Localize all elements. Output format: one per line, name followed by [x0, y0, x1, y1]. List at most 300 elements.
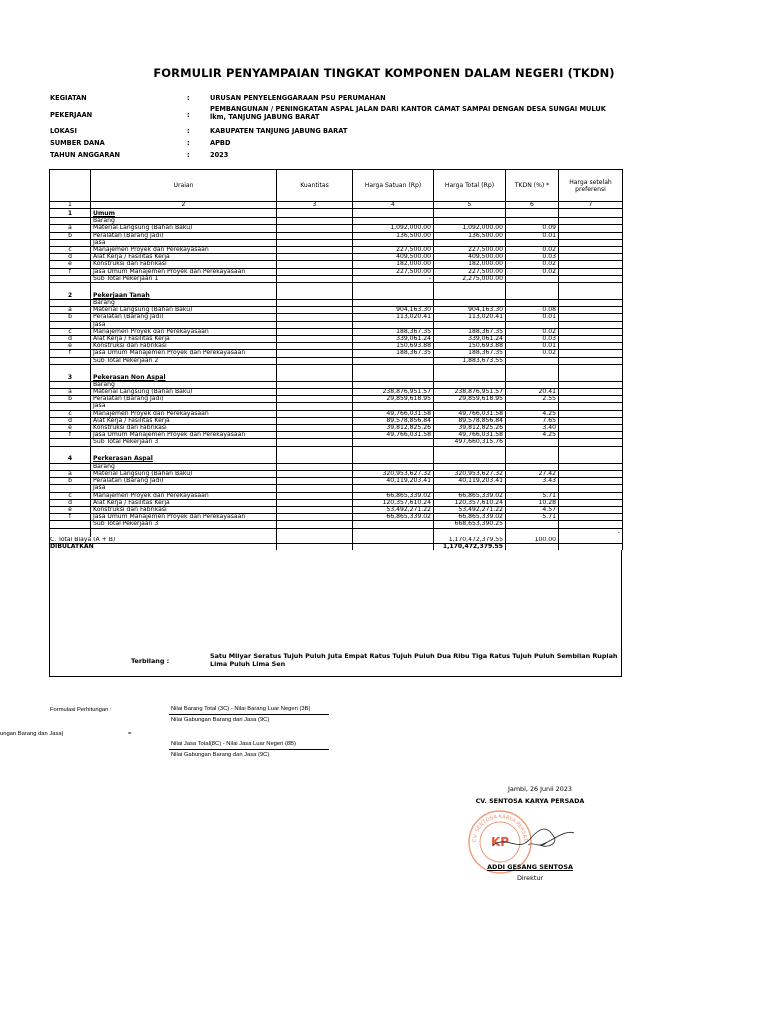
- row-total-price: 339,061.24: [434, 336, 506, 343]
- table-cell: [506, 455, 559, 464]
- row-tkdn: 5.71: [506, 514, 559, 521]
- info-value: APBD: [210, 139, 231, 147]
- table-cell: [353, 446, 434, 455]
- row-code: f: [50, 350, 91, 357]
- table-cell: [506, 275, 559, 282]
- table-row: [50, 300, 623, 307]
- row-tkdn: 0.08: [506, 307, 559, 314]
- row-tkdn: 0.01: [506, 232, 559, 239]
- stamp-text: CV. SENTOSA KARYA PERSAD: [471, 813, 529, 843]
- row-total-price: 182,000.00: [434, 261, 506, 268]
- row-unit-price: [353, 239, 434, 246]
- row-description: Jasa: [91, 321, 277, 328]
- table-cell: [506, 364, 559, 373]
- table-row: [50, 239, 623, 246]
- subtotal-label: Sub Total Pekerjaan 2: [91, 357, 277, 364]
- info-value: 2023: [210, 151, 229, 159]
- row-code: f: [50, 432, 91, 439]
- signature-scribble: [488, 815, 578, 865]
- row-quantity: [277, 261, 353, 268]
- table-cell: [559, 521, 623, 528]
- row-description: Konstruksi dan Fabrikasi: [91, 506, 277, 513]
- table-cell: [277, 283, 353, 292]
- table-cell: [353, 455, 434, 464]
- row-description: Jasa: [91, 485, 277, 492]
- total-tkdn: 100.00: [506, 537, 559, 544]
- row-code: [50, 463, 91, 470]
- table-cell: [91, 283, 277, 292]
- table-cell: [434, 283, 506, 292]
- row-tkdn: [506, 485, 559, 492]
- row-description: Material Langsung (Bahan Baku): [91, 225, 277, 232]
- table-cell: [50, 528, 91, 537]
- subtotal-unit: -: [353, 275, 434, 282]
- row-total-price: 49,766,031.58: [434, 410, 506, 417]
- row-description: Barang: [91, 381, 277, 388]
- table-row: [50, 396, 623, 403]
- row-code: d: [50, 499, 91, 506]
- table-cell: [434, 364, 506, 373]
- row-quantity: [277, 336, 353, 343]
- row-code: a: [50, 389, 91, 396]
- row-description: Jasa Umum Manajemen Proyek dan Perekayasaan: [91, 350, 277, 357]
- row-preference-price: [559, 232, 623, 239]
- table-row: [50, 307, 623, 314]
- row-preference-price: [559, 410, 623, 417]
- row-total-price: 113,020.41: [434, 314, 506, 321]
- table-header-cell: TKDN (%) *: [506, 170, 559, 202]
- row-unit-price: 227,500.00: [353, 247, 434, 254]
- row-quantity: [277, 432, 353, 439]
- table-row: [50, 485, 623, 492]
- table-cell: [353, 291, 434, 300]
- subtotal-value: 1,883,673.55: [434, 357, 506, 364]
- table-row: [50, 381, 623, 388]
- row-quantity: [277, 314, 353, 321]
- subtotal-value: 497,660,315.76: [434, 439, 506, 446]
- info-value: PEMBANGUNAN / PENINGKATAN ASPAL JALAN DARI KANTOR CAMAT SAMPAI DENGAN DESA SUNGAI MULUK lkm, TANJUNG JABUNG BARAT: [210, 105, 606, 121]
- row-unit-price: 39,812,825.26: [353, 425, 434, 432]
- section-title-row: [50, 209, 623, 218]
- row-code: [50, 485, 91, 492]
- table-cell: [506, 528, 559, 537]
- row-code: d: [50, 254, 91, 261]
- row-preference-price: [559, 321, 623, 328]
- row-tkdn: 27.42: [506, 470, 559, 477]
- table-cell: [559, 439, 623, 446]
- row-description: Alat Kerja / Fasilitas Kerja: [91, 417, 277, 424]
- row-unit-price: 89,578,856.84: [353, 417, 434, 424]
- row-total-price: 227,500.00: [434, 247, 506, 254]
- row-total-price: 150,693.88: [434, 343, 506, 350]
- row-code: a: [50, 307, 91, 314]
- row-code: f: [50, 514, 91, 521]
- table-cell: [559, 364, 623, 373]
- table-cell: [559, 446, 623, 455]
- row-preference-price: [559, 417, 623, 424]
- column-number-row: [50, 202, 623, 209]
- table-row: [50, 261, 623, 268]
- table-cell: [559, 537, 623, 544]
- row-quantity: [277, 247, 353, 254]
- row-total-price: [434, 300, 506, 307]
- table-header-cell: Harga Total (Rp): [434, 170, 506, 202]
- row-unit-price: 904,163.30: [353, 307, 434, 314]
- row-preference-price: [559, 300, 623, 307]
- row-unit-price: [353, 485, 434, 492]
- row-code: b: [50, 232, 91, 239]
- table-cell: [50, 357, 91, 364]
- table-cell: [506, 373, 559, 382]
- table-cell: [434, 209, 506, 218]
- table-row: [50, 499, 623, 506]
- table-row: [50, 478, 623, 485]
- row-total-price: 409,500.00: [434, 254, 506, 261]
- section-title: Pekerjaan Tanah: [91, 291, 277, 300]
- row-total-price: 39,812,825.26: [434, 425, 506, 432]
- rounded-value: 1,170,472,379.55: [434, 543, 506, 550]
- row-unit-price: 66,865,339.02: [353, 492, 434, 499]
- row-preference-price: [559, 314, 623, 321]
- row-unit-price: 227,500.00: [353, 268, 434, 275]
- tkdn-table: [49, 169, 623, 550]
- row-quantity: [277, 470, 353, 477]
- subtotal-unit: [353, 521, 434, 528]
- table-row: [50, 247, 623, 254]
- row-total-price: [434, 321, 506, 328]
- row-total-price: [434, 485, 506, 492]
- terbilang-value: Satu Milyar Seratus Tujuh Puluh Juta Empat Ratus Tujuh Puluh Dua Ribu Tiga Ratus Tujuh Puluh Sembilan Rupiah Lima Puluh Lima Sen: [210, 652, 618, 668]
- table-row: [50, 514, 623, 521]
- table-cell: [353, 209, 434, 218]
- section-number: 4: [50, 455, 91, 464]
- row-preference-price: [559, 485, 623, 492]
- row-preference-price: [559, 268, 623, 275]
- table-cell: [353, 528, 434, 537]
- row-preference-price: [559, 225, 623, 232]
- table-row: [50, 225, 623, 232]
- subtotal-value: 668,653,390.25: [434, 521, 506, 528]
- row-code: [50, 300, 91, 307]
- row-code: d: [50, 336, 91, 343]
- row-tkdn: 0.01: [506, 314, 559, 321]
- table-cell: [506, 209, 559, 218]
- row-quantity: [277, 499, 353, 506]
- row-quantity: [277, 254, 353, 261]
- table-row: [50, 463, 623, 470]
- column-number: 1: [50, 202, 91, 209]
- table-row: [50, 403, 623, 410]
- table-cell: [506, 446, 559, 455]
- column-number: 7: [559, 202, 623, 209]
- formula-1-denominator: Nilai Gabungan Barang dan Jasa (9C): [171, 717, 270, 723]
- row-tkdn: 10.28: [506, 499, 559, 506]
- row-total-price: [434, 381, 506, 388]
- dash-mark: -: [559, 528, 623, 537]
- table-cell: [50, 364, 91, 373]
- row-description: Jasa: [91, 403, 277, 410]
- column-number: 3: [277, 202, 353, 209]
- row-tkdn: 3.43: [506, 478, 559, 485]
- table-cell: [277, 446, 353, 455]
- row-description: Jasa: [91, 239, 277, 246]
- row-quantity: [277, 232, 353, 239]
- row-total-price: 66,865,339.02: [434, 492, 506, 499]
- row-unit-price: 53,492,271.22: [353, 506, 434, 513]
- row-code: [50, 218, 91, 225]
- section-title: Pekerasan Non Aspal: [91, 373, 277, 382]
- info-label: TAHUN ANGGARAN: [50, 151, 121, 159]
- row-unit-price: 320,953,627.32: [353, 470, 434, 477]
- formula-1-numerator: Nilai Barang Total (3C) - Nilai Barang Luar Negeri (3B): [171, 706, 311, 712]
- row-preference-price: [559, 381, 623, 388]
- formula-2-label: ungan Barang dan Jasa): [0, 731, 64, 737]
- table-cell: [559, 283, 623, 292]
- row-description: Alat Kerja / Fasilitas Kerja: [91, 254, 277, 261]
- table-cell: [50, 521, 91, 528]
- row-code: c: [50, 328, 91, 335]
- row-unit-price: 113,020.41: [353, 314, 434, 321]
- row-tkdn: 0.02: [506, 268, 559, 275]
- total-row: [50, 537, 623, 544]
- table-cell: [506, 357, 559, 364]
- row-preference-price: [559, 463, 623, 470]
- row-total-price: 29,859,618.95: [434, 396, 506, 403]
- row-total-price: [434, 463, 506, 470]
- row-quantity: [277, 410, 353, 417]
- info-separator: :: [187, 94, 190, 102]
- row-quantity: [277, 350, 353, 357]
- row-tkdn: 3.40: [506, 425, 559, 432]
- column-number: 2: [91, 202, 277, 209]
- row-preference-price: [559, 254, 623, 261]
- table-row: [50, 492, 623, 499]
- table-cell: [559, 291, 623, 300]
- row-quantity: [277, 328, 353, 335]
- table-row: [50, 218, 623, 225]
- info-label: KEGIATAN: [50, 94, 87, 102]
- row-tkdn: 20.41: [506, 389, 559, 396]
- row-total-price: 89,578,856.84: [434, 417, 506, 424]
- table-cell: [353, 543, 434, 550]
- row-preference-price: [559, 432, 623, 439]
- row-tkdn: [506, 403, 559, 410]
- row-code: a: [50, 225, 91, 232]
- row-description: Jasa Umum Manajemen Proyek dan Perekayasaan: [91, 514, 277, 521]
- row-preference-price: [559, 239, 623, 246]
- table-cell: [91, 364, 277, 373]
- row-total-price: 227,500.00: [434, 268, 506, 275]
- row-tkdn: [506, 239, 559, 246]
- table-row: [50, 343, 623, 350]
- row-total-price: 136,500.00: [434, 232, 506, 239]
- row-unit-price: 136,500.00: [353, 232, 434, 239]
- info-separator: :: [187, 151, 190, 159]
- row-preference-price: [559, 389, 623, 396]
- row-total-price: [434, 239, 506, 246]
- row-description: Barang: [91, 218, 277, 225]
- row-description: Konstruksi dan Fabrikasi: [91, 425, 277, 432]
- row-code: d: [50, 417, 91, 424]
- table-header-cell: Harga setelah preferensi: [559, 170, 623, 202]
- row-quantity: [277, 300, 353, 307]
- row-preference-price: [559, 396, 623, 403]
- subtotal-label: Sub Total Pekerjaan 1: [91, 275, 277, 282]
- row-preference-price: [559, 343, 623, 350]
- row-tkdn: 4.25: [506, 410, 559, 417]
- table-cell: [277, 528, 353, 537]
- row-unit-price: 238,876,951.57: [353, 389, 434, 396]
- row-description: Barang: [91, 300, 277, 307]
- table-row: [50, 254, 623, 261]
- table-row: [50, 410, 623, 417]
- section-number: 1: [50, 209, 91, 218]
- info-separator: :: [187, 139, 190, 147]
- row-total-price: 1,092,000.00: [434, 225, 506, 232]
- signer-position: Direktur: [517, 874, 543, 882]
- form-title: FORMULIR PENYAMPAIAN TINGKAT KOMPONEN DALAM NEGERI (TKDN): [153, 66, 615, 80]
- table-frame-left: [49, 550, 50, 676]
- row-quantity: [277, 485, 353, 492]
- table-cell: [434, 291, 506, 300]
- table-cell: [559, 275, 623, 282]
- table-cell: [353, 373, 434, 382]
- row-preference-price: [559, 247, 623, 254]
- table-row: [50, 328, 623, 335]
- table-row: [50, 232, 623, 239]
- row-preference-price: [559, 492, 623, 499]
- table-row: [50, 314, 623, 321]
- row-total-price: 320,953,627.32: [434, 470, 506, 477]
- row-preference-price: [559, 499, 623, 506]
- spacer-row: [50, 528, 623, 537]
- row-preference-price: [559, 478, 623, 485]
- subtotal-value: 2,275,000.00: [434, 275, 506, 282]
- table-cell: [50, 283, 91, 292]
- row-description: Alat Kerja / Fasilitas Kerja: [91, 336, 277, 343]
- row-quantity: [277, 225, 353, 232]
- row-code: c: [50, 492, 91, 499]
- row-quantity: [277, 478, 353, 485]
- row-unit-price: 182,000.00: [353, 261, 434, 268]
- table-cell: [506, 283, 559, 292]
- row-preference-price: [559, 336, 623, 343]
- table-cell: [434, 528, 506, 537]
- row-tkdn: [506, 381, 559, 388]
- row-description: Alat Kerja / Fasilitas Kerja: [91, 499, 277, 506]
- row-tkdn: 4.57: [506, 506, 559, 513]
- row-unit-price: 49,766,031.58: [353, 432, 434, 439]
- table-row: [50, 389, 623, 396]
- row-total-price: 66,865,339.02: [434, 514, 506, 521]
- row-code: b: [50, 396, 91, 403]
- formula-2-numerator: Nilai Jasa Total(8C) - Nilai Jasa Luar Negeri (8B): [171, 741, 296, 747]
- table-row: [50, 432, 623, 439]
- row-code: a: [50, 470, 91, 477]
- table-header-cell: [50, 170, 91, 202]
- table-cell: [50, 275, 91, 282]
- rounded-label: DIBULATKAN: [50, 543, 277, 550]
- column-number: 6: [506, 202, 559, 209]
- spacer-row: [50, 364, 623, 373]
- row-code: b: [50, 314, 91, 321]
- table-cell: [277, 291, 353, 300]
- row-tkdn: [506, 463, 559, 470]
- table-cell: [277, 455, 353, 464]
- row-unit-price: 1,092,000.00: [353, 225, 434, 232]
- section-title-row: [50, 373, 623, 382]
- row-quantity: [277, 417, 353, 424]
- row-description: Peralatan (Barang Jadi): [91, 232, 277, 239]
- row-unit-price: 188,367.35: [353, 328, 434, 335]
- row-quantity: [277, 343, 353, 350]
- table-cell: [277, 357, 353, 364]
- row-preference-price: [559, 425, 623, 432]
- section-number: 3: [50, 373, 91, 382]
- row-unit-price: [353, 321, 434, 328]
- row-code: [50, 381, 91, 388]
- spacer-row: [50, 283, 623, 292]
- table-cell: [506, 291, 559, 300]
- table-cell: [559, 209, 623, 218]
- table-cell: [506, 521, 559, 528]
- terbilang-label: Terbilang :: [131, 657, 170, 665]
- table-row: [50, 350, 623, 357]
- table-cell: [506, 439, 559, 446]
- column-number: 4: [353, 202, 434, 209]
- row-preference-price: [559, 514, 623, 521]
- table-cell: [277, 364, 353, 373]
- total-label: C. Total Biaya (A + B): [50, 537, 277, 544]
- row-code: e: [50, 425, 91, 432]
- table-cell: [277, 521, 353, 528]
- section-title: Perkerasan Aspal: [91, 455, 277, 464]
- row-total-price: 120,357,610.24: [434, 499, 506, 506]
- row-description: Manajemen Proyek dan Perekayasaan: [91, 492, 277, 499]
- subtotal-label: Sub Total Pekerjaan 3: [91, 521, 277, 528]
- row-description: Peralatan (Barang Jadi): [91, 478, 277, 485]
- info-separator: :: [187, 127, 190, 135]
- row-quantity: [277, 239, 353, 246]
- row-tkdn: 0.01: [506, 343, 559, 350]
- table-cell: [506, 543, 559, 550]
- section-title-row: [50, 455, 623, 464]
- row-unit-price: 49,766,031.58: [353, 410, 434, 417]
- row-unit-price: 339,061.24: [353, 336, 434, 343]
- row-tkdn: [506, 300, 559, 307]
- spacer-row: [50, 446, 623, 455]
- row-quantity: [277, 389, 353, 396]
- row-tkdn: 0.02: [506, 350, 559, 357]
- row-description: Konstruksi dan Fabrikasi: [91, 261, 277, 268]
- row-description: Manajemen Proyek dan Perekayasaan: [91, 328, 277, 335]
- info-value: URUSAN PENYELENGGARAAN PSU PERUMAHAN: [210, 94, 386, 102]
- row-description: Peralatan (Barang Jadi): [91, 396, 277, 403]
- row-quantity: [277, 396, 353, 403]
- table-cell: [559, 373, 623, 382]
- row-code: c: [50, 247, 91, 254]
- row-total-price: [434, 403, 506, 410]
- formula-2-denominator: Nilai Gabungan Barang dan Jasa (9C): [171, 752, 270, 758]
- row-tkdn: 0.03: [506, 254, 559, 261]
- row-code: [50, 403, 91, 410]
- formula-2-equals: =: [128, 731, 132, 737]
- table-row: [50, 425, 623, 432]
- table-cell: [277, 275, 353, 282]
- table-cell: [50, 446, 91, 455]
- row-quantity: [277, 268, 353, 275]
- row-total-price: 49,766,031.58: [434, 432, 506, 439]
